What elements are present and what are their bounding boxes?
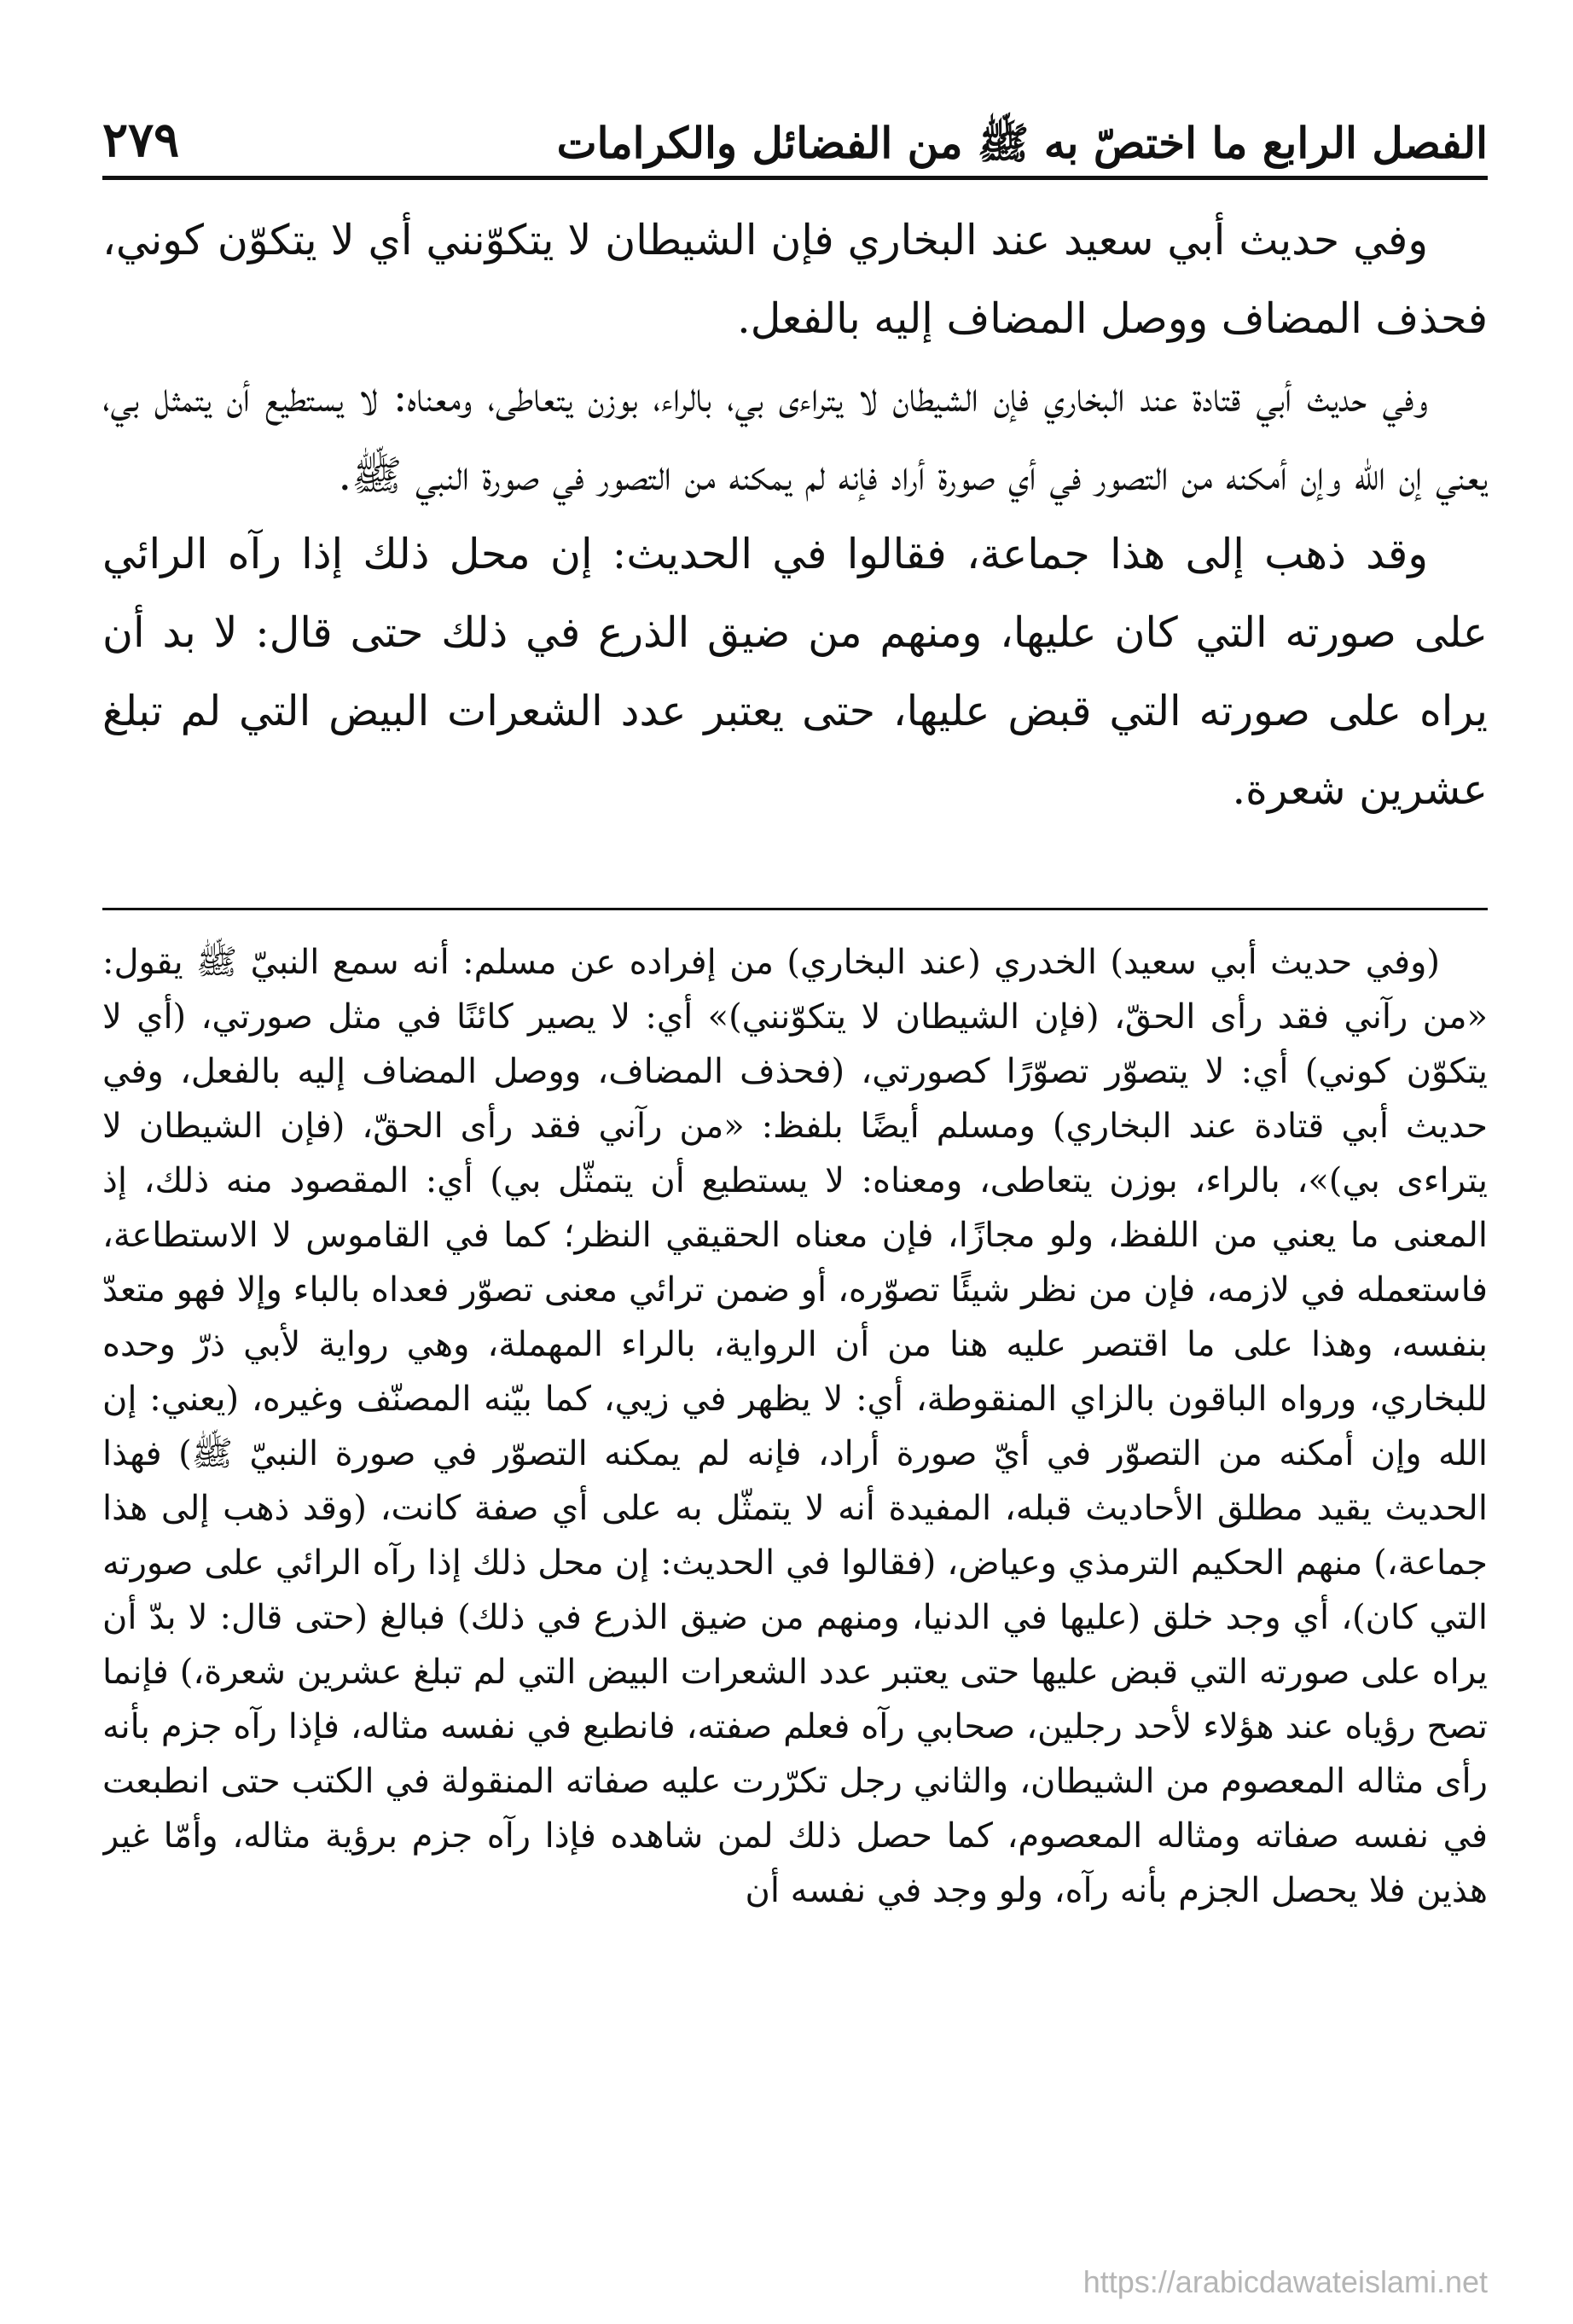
main-text bbox=[102, 201, 1488, 901]
commentary-text bbox=[102, 935, 1488, 2249]
header-divider bbox=[102, 176, 1488, 180]
main-paragraph-3: وقد ذهب إلى هذا جماعة، فقالوا في الحديث: إن محل ذلك إذا رآه الرائي على صورته التي كان عليها، ومنهم من ضيق الذرع في ذلك حتى قال: لا بد أن يراه على صورته التي قبض عليها، حتى يعتبر عدد الشعرات البيض التي لم تبلغ عشرين شعرة. bbox=[102, 530, 1488, 814]
commentary-paragraph: (وفي حديث أبي سعيد) الخدري (عند البخاري) من إفراده عن مسلم: أنه سمع النبيّ ﷺ يقول: «من رآني فقد رأى الحقّ، (فإن الشيطان لا يتكوّنني)» أي: لا يصير كائنًا في مثل صورتي، (أي لا يتكوّن كوني) أي: لا يتصوّر تصوّرًا كصورتي، (فحذف المضاف، ووصل المضاف إليه بالفعل، وفي حديث أبي قتادة عند البخاري) ومسلم أيضًا بلفظ: «من رآني فقد رأى الحقّ، (فإن الشيطان لا يتراءى بي)»، بالراء، بوزن يتعاطى، ومعناه: لا يستطيع أن يتمثّل بي) أي: المقصود منه ذلك، إذ المعنى ما يعني من اللفظ، ولو مجازًا، فإن معناه الحقيقي النظر؛ كما في القاموس لا الاستطاعة، فاستعمله في لازمه، فإن من نظر شيئًا تصوّره، أو ضمن ترائي معنى تصوّر فعداه بالباء وإلا فهو متعدّ بنفسه، وهذا على ما اقتصر عليه هنا من أن الرواية، بالراء المهملة، وهي رواية لأبي ذرّ وحده للبخاري، ورواه الباقون بالزاي المنقوطة، أي: لا يظهر في زيي، كما بيّنه المصنّف وغيره، (يعني: إن الله وإن أمكنه من التصوّر في أيّ صورة أراد، فإنه لم يمكنه التصوّر في صورة النبيّ ﷺ) فهذا الحديث يقيد مطلق الأحاديث قبله، المفيدة أنه لا يتمثّل به على أي صفة كانت، (وقد ذهب إلى هذا جماعة،) منهم الحكيم الترمذي وعياض، (فقالوا في الحديث: إن محل ذلك إذا رآه الرائي على صورته التي كان)، أي وجد خلق (عليها في الدنيا، ومنهم من ضيق الذرع في ذلك) فبالغ (حتى قال: لا بدّ أن يراه على صورته التي قبض عليها حتى يعتبر عدد الشعرات البيض التي لم تبلغ عشرين شعرة،) فإنما تصح رؤياه عند هؤلاء لأحد رجلين، صحابي رآه فعلم صفته، فانطبع في نفسه مثاله، فإذا رآه جزم بأنه رأى مثاله المعصوم من الشيطان، والثاني رجل تكرّرت عليه صفاته المنقولة في الكتب حتى انطبعت في نفسه صفاته ومثاله المعصوم، كما حصل ذلك لمن شاهده فإذا رآه جزم برؤية مثاله، وأمّا غير هذين فلا يحصل الجزم بأنه رآه، ولو وجد في نفسه أن bbox=[102, 943, 1488, 1910]
watermark-url: https://arabicdawateislami.net bbox=[1083, 2264, 1488, 2299]
commentary-divider bbox=[102, 908, 1488, 910]
page-number: ٢٧٩ bbox=[102, 111, 180, 168]
main-paragraph-2: وفي حديث أبي قتادة عند البخاري فإن الشيطان لا يتراءى بي، بالراء، بوزن يتعاطى، ومعناه: لا يستطيع أن يتمثل بي، يعني إن الله وإن أمكنه من التصور في أي صورة أراد فإنه لم يمكنه من التصور في صورة النبي ﷺ. bbox=[102, 373, 1488, 500]
running-header bbox=[102, 92, 1488, 169]
chapter-title: الفصل الرابع ما اختصّ به ﷺ من الفضائل والكرامات bbox=[556, 118, 1488, 168]
main-paragraph-1: وفي حديث أبي سعيد عند البخاري فإن الشيطان لا يتكوّنني أي لا يتكوّن كوني، فحذف المضاف ووصل المضاف إليه بالفعل. bbox=[102, 216, 1488, 343]
